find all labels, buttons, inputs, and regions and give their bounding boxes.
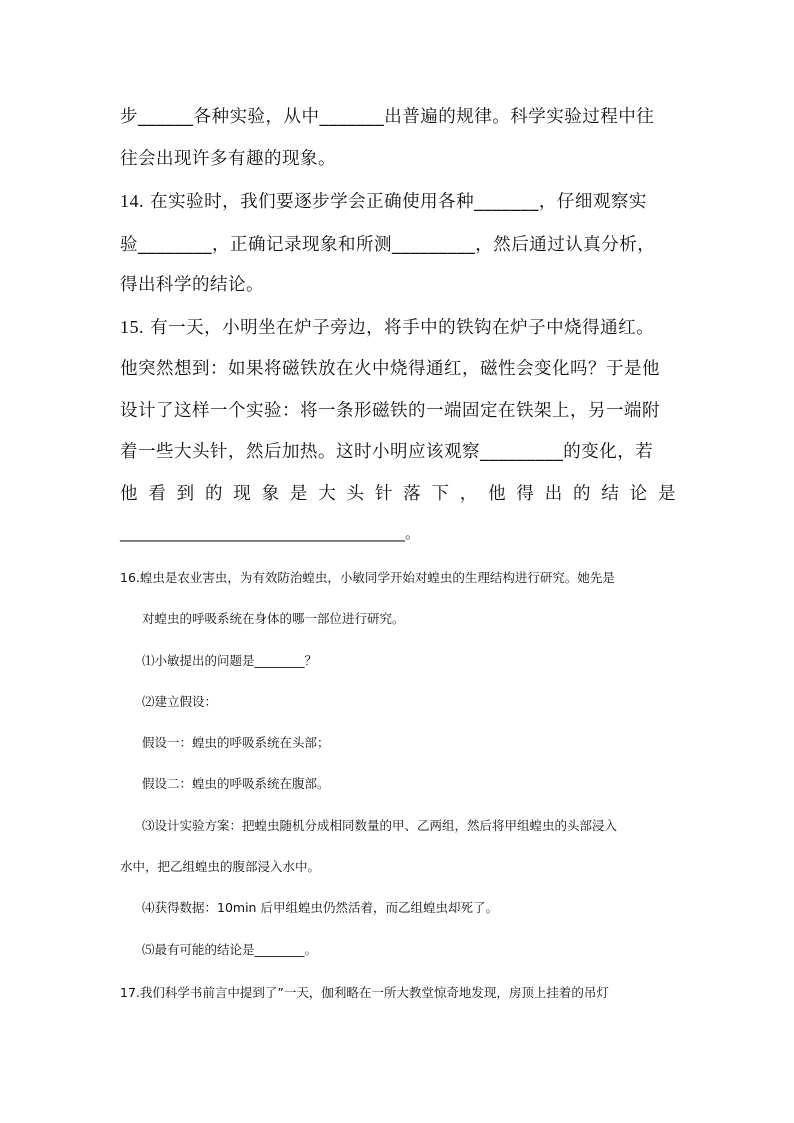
q16-line-1: 16.蝗虫是农业害虫，为有效防治蝗虫，小敏同学开始对蝗虫的生理结构进行研究。她先是 bbox=[120, 570, 615, 585]
q15-line-1 bbox=[120, 314, 654, 339]
q15-answer-blank: ______________________________________。 bbox=[120, 524, 421, 542]
q15-char: 出 bbox=[544, 484, 563, 504]
q15-char: 头 bbox=[346, 484, 365, 504]
q15-char: 针 bbox=[374, 484, 393, 504]
q15-char: 他 bbox=[488, 484, 507, 504]
q15-number: 15. bbox=[120, 317, 144, 337]
q15-line-2: 他突然想到：如果将磁铁放在火中烧得通红，磁性会变化吗？于是他 bbox=[120, 359, 660, 379]
q15-line-5 bbox=[120, 480, 676, 505]
q16-part-1: ⑴小敏提出的问题是________？ bbox=[142, 653, 318, 668]
q16-line-2: 对蝗虫的呼吸系统在身体的哪一部位进行研究。 bbox=[142, 611, 405, 626]
q15-char: 论 bbox=[629, 484, 648, 504]
q14-line-2: 验________，正确记录现象和所测_________，然后通过认真分析， bbox=[120, 235, 656, 255]
q15-line-4: 着一些大头针，然后加热。这时小明应该观察_________的变化，若 bbox=[120, 442, 654, 462]
q16-part-4: ⑷获得数据：10min 后甲组蝗虫仍然活着，而乙组蝗虫却死了。 bbox=[142, 900, 498, 915]
q15-char: 结 bbox=[601, 484, 620, 504]
q15-char: 到 bbox=[176, 484, 195, 504]
q16-hypothesis-2: 假设二：蝗虫的呼吸系统在腹部。 bbox=[142, 776, 330, 791]
q15-char: 看 bbox=[148, 484, 167, 504]
q15-char: 得 bbox=[516, 484, 535, 504]
q17-line-1: 17.我们科学书前言中提到了”一天，伽利略在一所大教堂惊奇地发现，房顶上挂着的吊灯 bbox=[120, 985, 609, 1000]
q14-line-3: 得出科学的结论。 bbox=[120, 275, 264, 295]
q15-char: 象 bbox=[261, 484, 280, 504]
q15-char: ， bbox=[459, 484, 478, 504]
q15-char: 现 bbox=[233, 484, 252, 504]
q15-char: 大 bbox=[318, 484, 337, 504]
q14-number: 14. bbox=[120, 191, 144, 211]
q15-line-3: 设计了这样一个实验：将一条形磁铁的一端固定在铁架上，另一端附 bbox=[120, 401, 660, 421]
q15-char: 的 bbox=[204, 484, 223, 504]
q15-char: 是 bbox=[657, 484, 676, 504]
q16-part-3b: 水中，把乙组蝗虫的腹部浸入水中。 bbox=[120, 859, 321, 874]
q15-char: 落 bbox=[403, 484, 422, 504]
q15-char: 的 bbox=[573, 484, 591, 504]
q15-char: 是 bbox=[289, 484, 308, 504]
q16-part-3a: ⑶设计实验方案：把蝗虫随机分成相同数量的甲、乙两组，然后将甲组蝗虫的头部浸入 bbox=[142, 818, 618, 833]
q14-text-1: 在实验时，我们要逐步学会正确使用各种_______，仔细观察实 bbox=[150, 192, 647, 212]
q13-line-2: 往会出现许多有趣的现象。 bbox=[120, 149, 336, 169]
q13-line-1: 步______各种实验，从中_______出普遍的规律。科学实验过程中往 bbox=[120, 107, 655, 127]
q16-part-2: ⑵建立假设： bbox=[142, 694, 218, 709]
q14-line-1 bbox=[120, 188, 647, 213]
q15-char: 下 bbox=[431, 484, 450, 504]
q15-char: 他 bbox=[120, 484, 138, 504]
q16-part-5: ⑸最有可能的结论是________。 bbox=[142, 942, 318, 957]
q16-hypothesis-1: 假设一：蝗虫的呼吸系统在头部； bbox=[142, 735, 330, 750]
q15-text-1: 有一天，小明坐在炉子旁边，将手中的铁钩在炉子中烧得通红。 bbox=[150, 318, 655, 338]
